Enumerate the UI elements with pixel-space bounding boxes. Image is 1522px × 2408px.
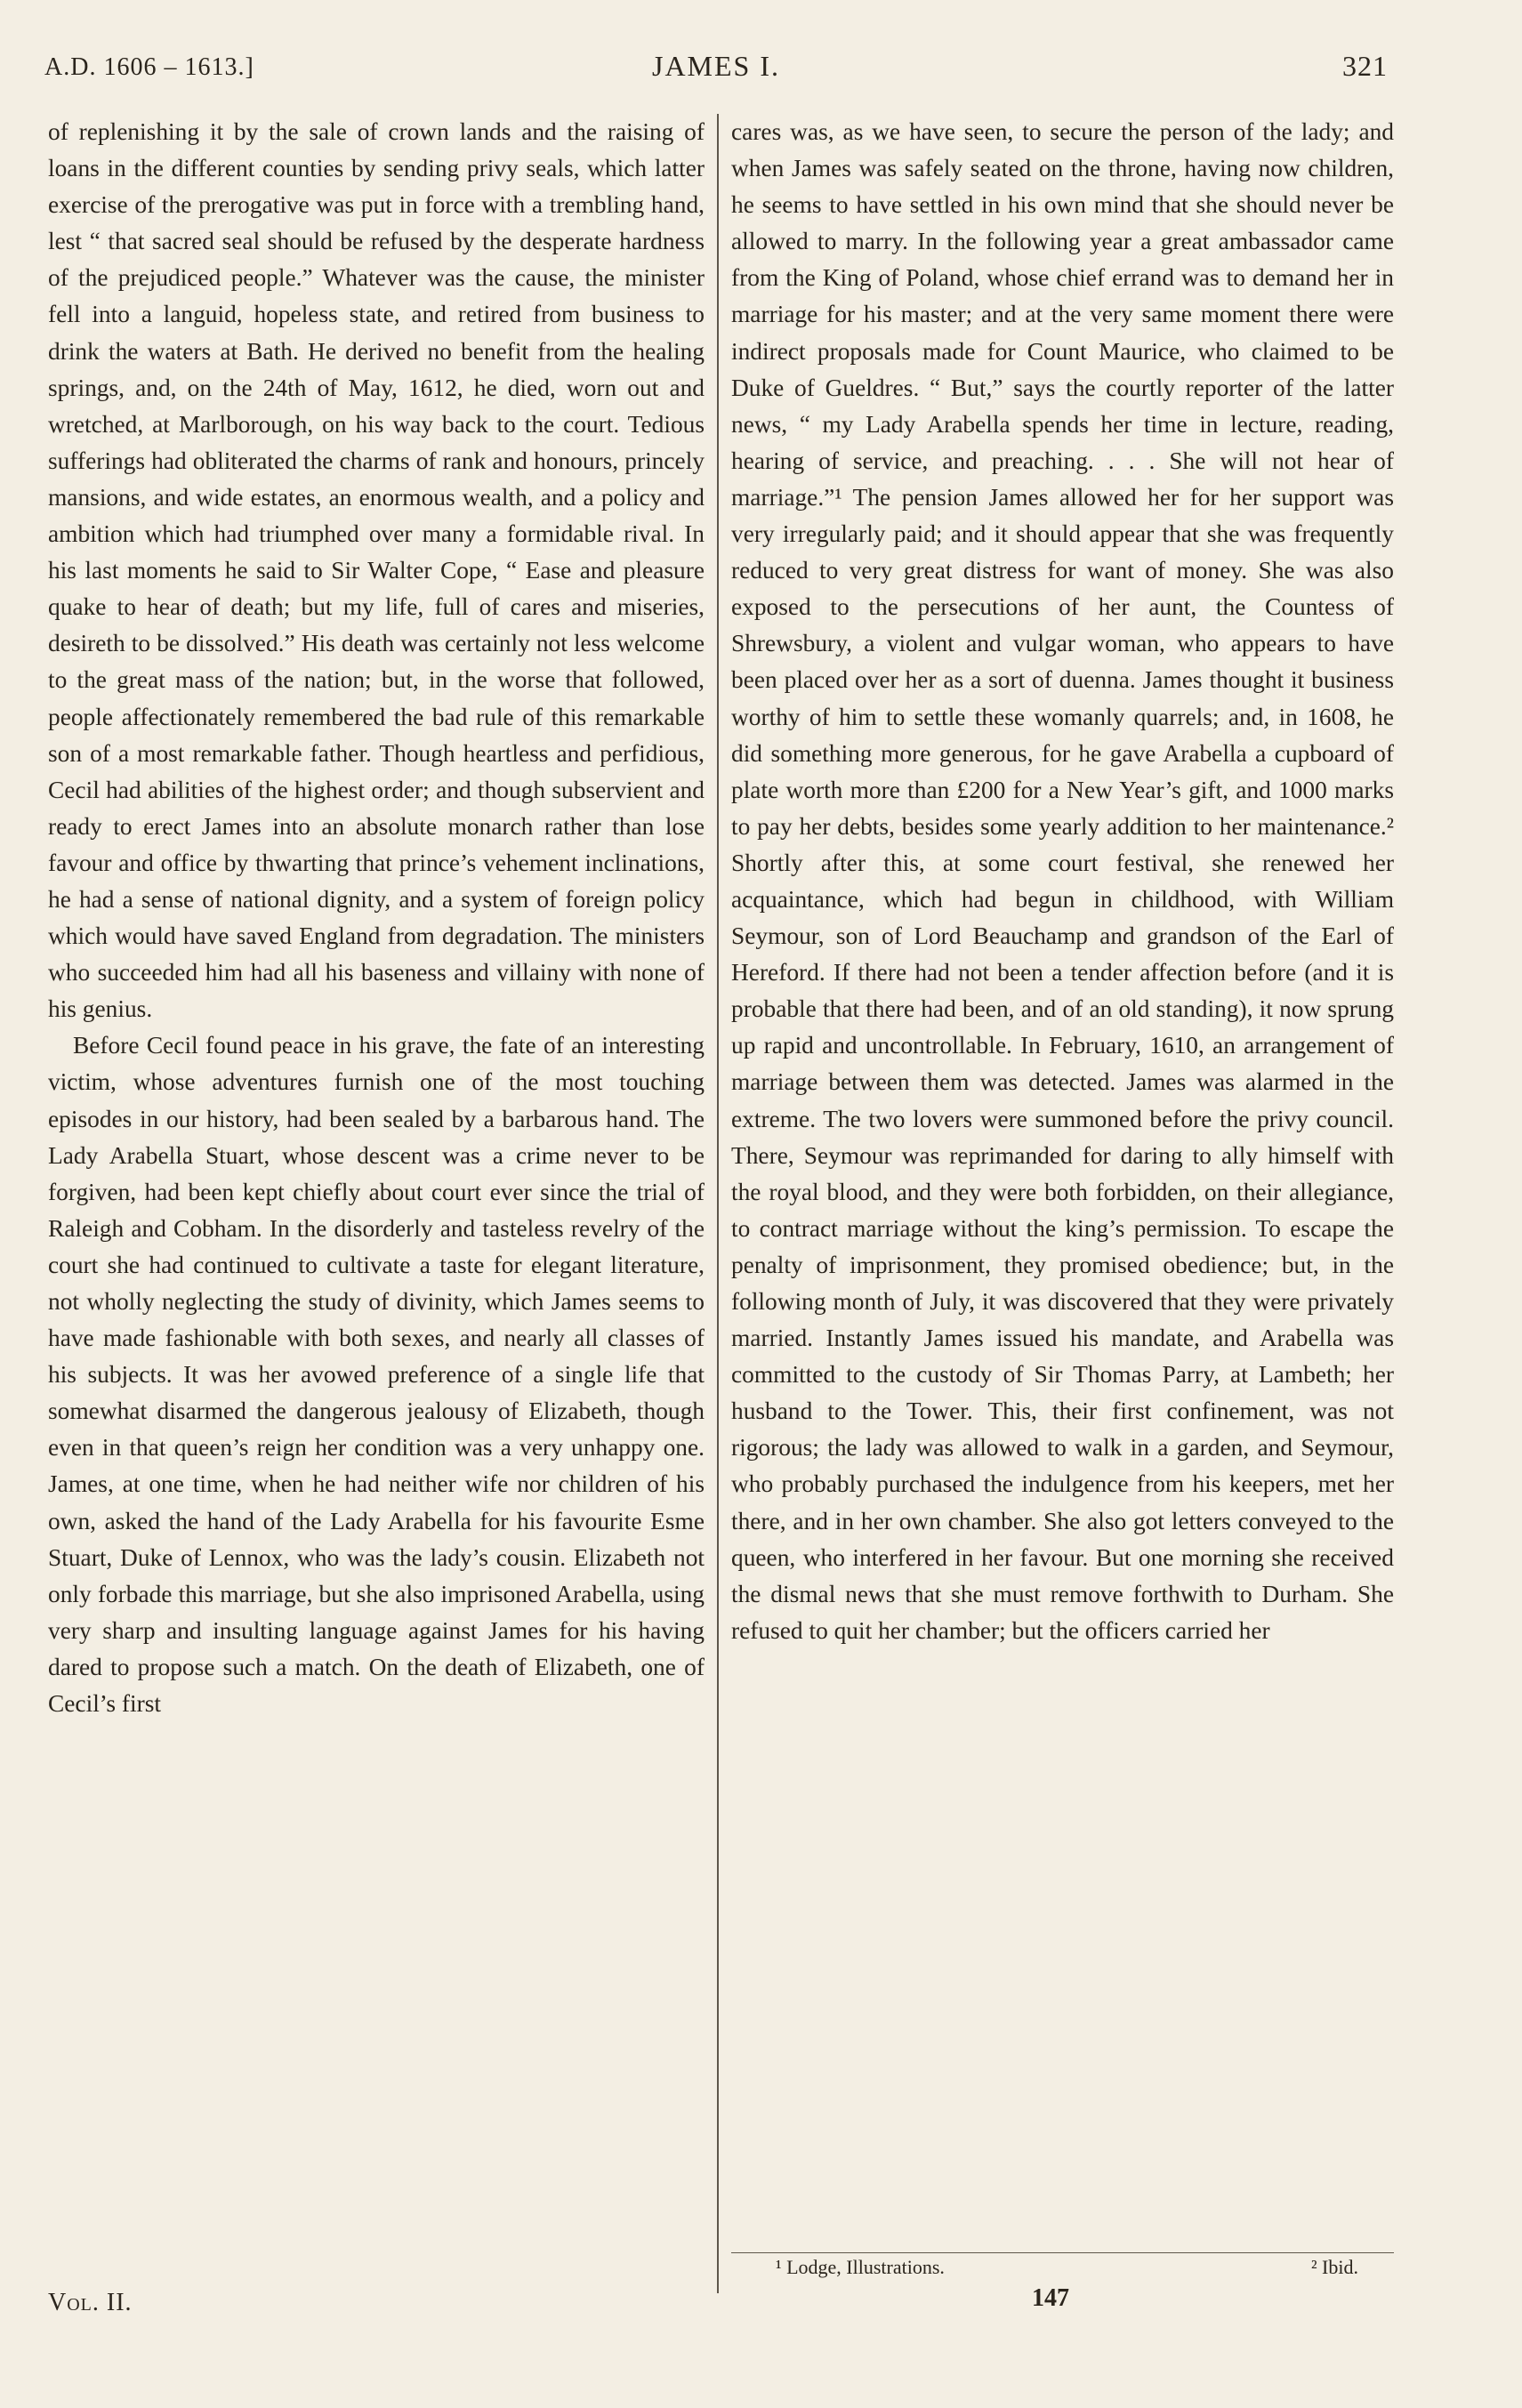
signature-mark: 147 xyxy=(1032,2284,1069,2312)
paragraph: cares was, as we have seen, to secure the person of the lady; and when James was safely seated on the throne, having now children, he seems to have settled in his own mind that she should never be allowed to marry. In the following year a great ambassador came from the King of Poland, whose chief errand was to demand her in marriage for his master; and at the very same moment there were indirect proposals made for Count Maurice, who claimed to be Duke of Gueldres. “ But,” says the courtly reporter of the latter news, “ my Lady Arabella spends her time in lecture, reading, hearing of service, and preaching. . . . She will not hear of marriage.”¹ The pension James allowed her for her support was very irregularly paid; and it should appear that she was frequently reduced to very great distress for want of money. She was also exposed to the persecutions of her aunt, the Countess of Shrewsbury, a violent and vulgar woman, who appears to have been placed over her as a sort of duenna. James thought it business worthy of him to settle these womanly quarrels; and, in 1608, he did something more generous, for he gave Arabella a cupboard of plate worth more than £200 for a New Year’s gift, and 1000 marks to pay her debts, besides some yearly addition to her maintenance.² Shortly after this, at some court festival, she renewed her acquaintance, which had begun in childhood, with William Seymour, son of Lord Beauchamp and grandson of the Earl of Hereford. If there had not been a tender affection before (and it is probable that there had been, and of an old standing), it now sprung up rapid and uncontrollable. In February, 1610, an arrangement of marriage between them was detected. James was alarmed in the extreme. The two lovers were summoned before the privy council. There, Seymour was reprimanded for daring to ally himself with the royal blood, and they were both forbidden, on their allegiance, to contract marriage without the king’s permission. To escape the penalty of imprisonment, they promised obedience; but, in the following month of July, it was discovered that they were privately married. Instantly James issued his mandate, and Arabella was committed to the custody of Sir Thomas Parry, at Lambeth; her husband to the Tower. This, their first confinement, was not rigorous; the lady was allowed to walk in a garden, and Seymour, who probably purchased the indulgence from his keepers, met her there, and in her own chamber. She also got letters conveyed to the queen, who interfered in her favour. But one morning she received the dismal news that she must remove forthwith to Durham. She refused to quit her chamber; but the officers carried her xyxy=(731,118,1394,1644)
footnote-1: ¹ Lodge, Illustrations. xyxy=(776,2256,945,2278)
date-range: A.D. 1606 – 1613.] xyxy=(44,53,254,81)
footnote-divider xyxy=(731,2252,1394,2253)
page-title: JAMES I. xyxy=(651,50,780,82)
right-column xyxy=(731,114,1394,1649)
running-head xyxy=(44,44,1388,89)
volume-label: Vol. II. xyxy=(48,2289,133,2316)
paragraph: of replenishing it by the sale of crown lands and the raising of loans in the different counties by sending privy seals, which latter exercise of the prerogative was put in force with a trembling hand, lest “ that sacred seal should be refused by the desperate hardness of the prejudiced people.” Whatever was the cause, the minister fell into a languid, hopeless state, and retired from business to drink the waters at Bath. He derived no benefit from the healing springs, and, on the 24th of May, 1612, he died, worn out and wretched, at Marlborough, on his way back to the court. Tedious sufferings had obliterated the charms of rank and honours, princely mansions, and wide estates, an enormous wealth, and a policy and ambition which had triumphed over many a formidable rival. In his last moments he said to Sir Walter Cope, “ Ease and pleasure quake to hear of death; but my life, full of cares and miseries, desireth to be dissolved.” His death was certainly not less welcome to the great mass of the nation; but, in the worse that followed, people affectionately remembered the bad rule of this remarkable son of a most remarkable father. Though heartless and perfidious, Cecil had abilities of the highest order; and though subservient and ready to erect James into an absolute monarch rather than lose favour and office by thwarting that prince’s vehement inclinations, he had a sense of national dignity, and a system of foreign policy which would have saved England from degradation. The ministers who succeeded him had all his baseness and villainy with none of his genius. xyxy=(48,118,705,1023)
column-divider xyxy=(717,114,719,2293)
paragraph: Before Cecil found peace in his grave, the fate of an interesting victim, whose adventures furnish one of the most touching episodes in our history, had been sealed by a barbarous hand. The Lady Arabella Stuart, whose descent was a crime never to be forgiven, had been kept chiefly about court ever since the trial of Raleigh and Cobham. In the disorderly and tasteless revelry of the court she had continued to cultivate a taste for elegant literature, not wholly neglecting the study of divinity, which James seems to have made fashionable with both sexes, and nearly all classes of his subjects. It was her avowed preference of a single life that somewhat disarmed the dangerous jealousy of Elizabeth, though even in that queen’s reign her condition was a very unhappy one. James, at one time, when he had neither wife nor children of his own, asked the hand of the Lady Arabella for his favourite Esme Stuart, Duke of Lennox, who was the lady’s cousin. Elizabeth not only forbade this marriage, but she also imprisoned Arabella, using very sharp and insulting language against James for his having dared to propose such a match. On the death of Elizabeth, one of Cecil’s first xyxy=(48,1032,705,1718)
left-column xyxy=(48,114,705,1722)
page-number: 321 xyxy=(1342,50,1388,82)
footnote-2: ² Ibid. xyxy=(1310,2256,1358,2278)
